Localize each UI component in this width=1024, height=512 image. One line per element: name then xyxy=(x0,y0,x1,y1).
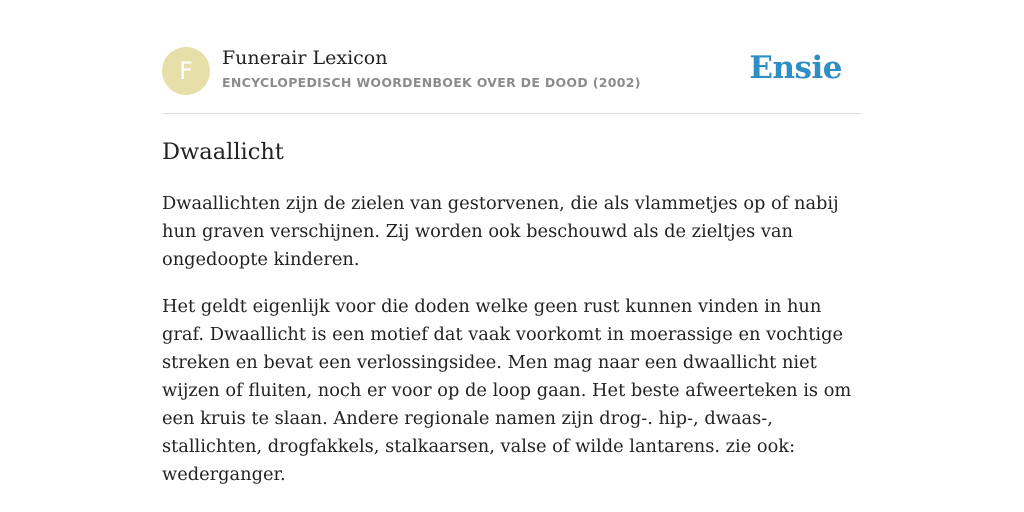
header-divider xyxy=(162,113,862,114)
source-title[interactable]: Funerair Lexicon xyxy=(222,47,388,69)
entry-paragraph: Het geldt eigenlijk voor die doden welke geen rust kunnen vinden in hun graf. Dwaallicht is een motief dat vaak voorkomt in moerassige en vochtige streken en bevat een verlossingsidee. Men mag naar een dwaallicht niet wijzen of fluiten, noch er voor op de loop gaan. Het beste afweerteken is om een kruis te slaan. Andere regionale namen zijn drog-. hip-, dwaas-, stallichten, drogfakkels, stalkaarsen, valse of wilde lantarens. zie ook: wederganger. xyxy=(162,296,852,485)
entry-paragraph: Dwaallichten zijn de zielen van gestorvenen, die als vlammetjes op of nabij hun graven verschijnen. Zij worden ook beschouwd als de zieltjes van ongedoopte kinderen. xyxy=(162,193,839,270)
source-subtitle: ENCYCLOPEDISCH WOORDENBOEK OVER DE DOOD (2002) xyxy=(222,75,641,90)
header xyxy=(162,46,862,96)
source-avatar[interactable]: F xyxy=(162,47,210,95)
entry-card xyxy=(162,0,862,512)
entry-term: Dwaallicht xyxy=(162,139,284,165)
entry-body xyxy=(162,190,862,508)
ensie-logo-link[interactable]: Ensie xyxy=(749,50,842,86)
